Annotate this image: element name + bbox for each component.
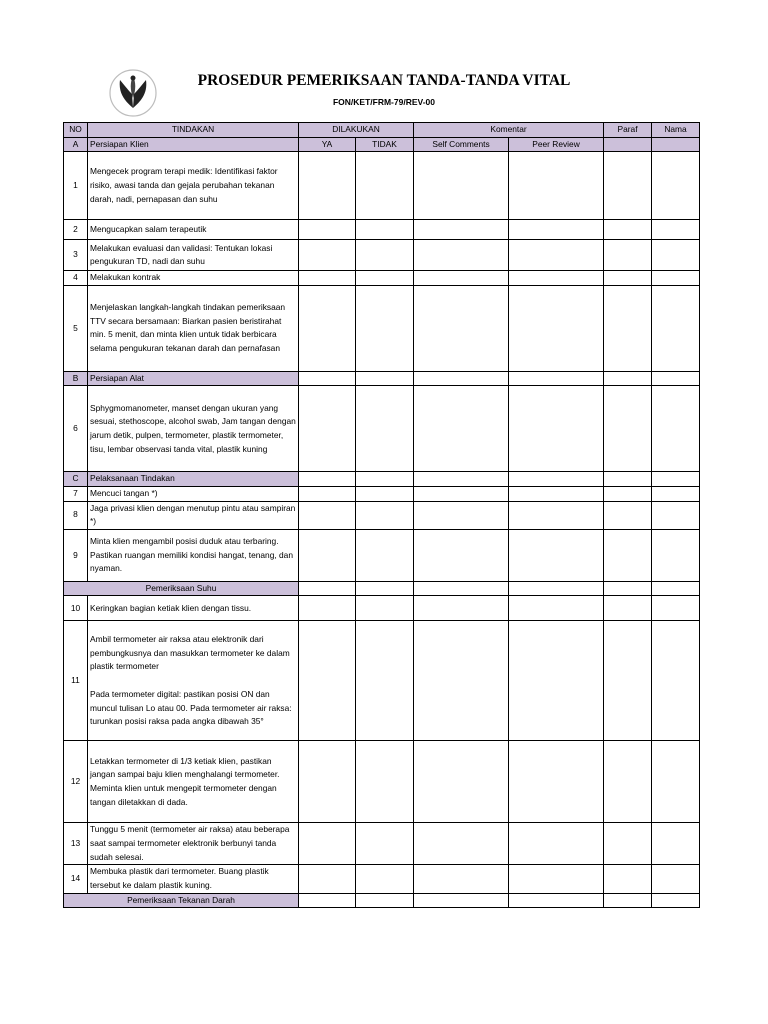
- row-action: Menjelaskan langkah-langkah tindakan pemeriksaan TTV secara bersamaan: Biarkan pasien beristirahat min. 5 menit, dan minta klien untuk tidak berbicara selama pengukuran tekanan darah dan pernafasan: [88, 285, 299, 371]
- cell-self-comments[interactable]: [414, 386, 509, 472]
- row-number: 1: [64, 152, 88, 220]
- cell-nama[interactable]: [652, 823, 700, 865]
- header-komentar: Komentar: [414, 123, 604, 138]
- header-ya: YA: [299, 137, 356, 152]
- row-number: 3: [64, 240, 88, 271]
- row-number: 6: [64, 386, 88, 472]
- table-row: [64, 487, 700, 502]
- row-number: 8: [64, 501, 88, 529]
- row-number: 2: [64, 220, 88, 240]
- cell-self-comments[interactable]: [414, 621, 509, 741]
- row-number: 12: [64, 741, 88, 823]
- cell-self-comments[interactable]: [414, 741, 509, 823]
- cell-peer-review[interactable]: [509, 621, 604, 741]
- cell-self-comments[interactable]: [414, 596, 509, 621]
- cell-nama[interactable]: [652, 240, 700, 271]
- cell-ya[interactable]: [299, 823, 356, 865]
- cell-peer-review[interactable]: [509, 220, 604, 240]
- cell-self-comments[interactable]: [414, 285, 509, 371]
- cell-nama[interactable]: [652, 285, 700, 371]
- cell-tidak[interactable]: [356, 501, 414, 529]
- cell-paraf[interactable]: [604, 529, 652, 581]
- cell-paraf[interactable]: [604, 865, 652, 893]
- table-row: [64, 741, 700, 823]
- cell-paraf[interactable]: [604, 285, 652, 371]
- cell-tidak[interactable]: [356, 865, 414, 893]
- row-action: Letakkan termometer di 1/3 ketiak klien, pastikan jangan sampai baju klien menghalangi termometer. Meminta klien untuk mengepit termometer dengan tangan diletakkan di dada.: [88, 741, 299, 823]
- section-c-row: [64, 472, 700, 487]
- cell-peer-review[interactable]: [509, 240, 604, 271]
- cell-self-comments[interactable]: [414, 865, 509, 893]
- header-dilakukan: DILAKUKAN: [299, 123, 414, 138]
- header-self-comments: Self Comments: [414, 137, 509, 152]
- table-row: [64, 865, 700, 893]
- cell-nama[interactable]: [652, 501, 700, 529]
- cell-tidak[interactable]: [356, 220, 414, 240]
- cell-self-comments[interactable]: [414, 271, 509, 286]
- row-action-part-1: Ambil termometer air raksa atau elektronik dari pembungkusnya dan masukkan termometer ke dalam plastik termometer: [90, 634, 290, 672]
- section-b-title: Persiapan Alat: [88, 371, 299, 386]
- cell-paraf[interactable]: [604, 152, 652, 220]
- cell-paraf[interactable]: [604, 220, 652, 240]
- header-tindakan: TINDAKAN: [88, 123, 299, 138]
- document-title: PROSEDUR PEMERIKSAAN TANDA-TANDA VITAL: [197, 72, 571, 89]
- header-no: NO: [64, 123, 88, 138]
- cell-tidak[interactable]: [356, 596, 414, 621]
- table-row: [64, 285, 700, 371]
- cell-peer-review[interactable]: [509, 865, 604, 893]
- subsection-td-row: [64, 893, 700, 908]
- cell-ya[interactable]: [299, 271, 356, 286]
- cell-paraf[interactable]: [604, 271, 652, 286]
- cell-paraf[interactable]: [604, 741, 652, 823]
- row-action: Sphygmomanometer, manset dengan ukuran yang sesuai, stethoscope, alcohol swab, Jam tangan dengan jarum detik, pulpen, termometer, plastik termometer, tisu, lembar observasi tanda vital, plastik kuning: [88, 386, 299, 472]
- cell-ya[interactable]: [299, 741, 356, 823]
- row-action-part-2: Pada termometer digital: pastikan posisi ON dan muncul tulisan Lo atau 00. Pada termometer air raksa: turunkan posisi raksa pada angka dibawah 35°: [90, 688, 292, 727]
- table-row: [64, 501, 700, 529]
- cell-tidak[interactable]: [356, 285, 414, 371]
- cell-self-comments[interactable]: [414, 529, 509, 581]
- cell-nama[interactable]: [652, 741, 700, 823]
- cell-peer-review[interactable]: [509, 386, 604, 472]
- table-row: [64, 529, 700, 581]
- cell-peer-review[interactable]: [509, 823, 604, 865]
- cell-ya[interactable]: [299, 220, 356, 240]
- subsection-td-title: Pemeriksaan Tekanan Darah: [64, 893, 299, 908]
- cell-nama[interactable]: [652, 152, 700, 220]
- cell-nama[interactable]: [652, 529, 700, 581]
- cell-paraf[interactable]: [604, 596, 652, 621]
- cell-ya[interactable]: [299, 285, 356, 371]
- table-row: [64, 596, 700, 621]
- cell-self-comments[interactable]: [414, 823, 509, 865]
- cell-ya[interactable]: [299, 487, 356, 502]
- header-tidak: TIDAK: [356, 137, 414, 152]
- cell-peer-review[interactable]: [509, 741, 604, 823]
- cell-paraf[interactable]: [604, 487, 652, 502]
- cell-tidak[interactable]: [356, 386, 414, 472]
- table-row: [64, 240, 700, 271]
- cell-self-comments[interactable]: [414, 487, 509, 502]
- header-blank-nama: [652, 137, 700, 152]
- row-number: 9: [64, 529, 88, 581]
- cell-paraf[interactable]: [604, 501, 652, 529]
- row-number: 5: [64, 285, 88, 371]
- cell-nama[interactable]: [652, 386, 700, 472]
- checklist-table: [63, 122, 700, 908]
- cell-ya[interactable]: [299, 501, 356, 529]
- table-row: [64, 386, 700, 472]
- cell-peer-review[interactable]: [509, 271, 604, 286]
- cell-ya[interactable]: [299, 621, 356, 741]
- cell-ya[interactable]: [299, 386, 356, 472]
- cell-ya[interactable]: [299, 240, 356, 271]
- cell-ya[interactable]: [299, 529, 356, 581]
- subsection-suhu-title: Pemeriksaan Suhu: [64, 581, 299, 596]
- row-number: 11: [64, 621, 88, 741]
- row-action: Membuka plastik dari termometer. Buang plastik tersebut ke dalam plastik kuning.: [88, 865, 299, 893]
- cell-tidak[interactable]: [356, 823, 414, 865]
- section-a-title: Persiapan Klien: [88, 137, 299, 152]
- cell-tidak[interactable]: [356, 529, 414, 581]
- cell-peer-review[interactable]: [509, 152, 604, 220]
- section-b-letter: B: [64, 371, 88, 386]
- cell-paraf[interactable]: [604, 240, 652, 271]
- cell-nama[interactable]: [652, 621, 700, 741]
- cell-tidak[interactable]: [356, 487, 414, 502]
- cell-peer-review[interactable]: [509, 596, 604, 621]
- cell-peer-review[interactable]: [509, 285, 604, 371]
- cell-tidak[interactable]: [356, 741, 414, 823]
- row-action: Keringkan bagian ketiak klien dengan tissu.: [88, 596, 299, 621]
- cell-peer-review[interactable]: [509, 529, 604, 581]
- row-action: [88, 621, 299, 741]
- table-row: [64, 271, 700, 286]
- row-action: Mengecek program terapi medik: Identifikasi faktor risiko, awasi tanda dan gejala perubahan tekanan darah, nadi, pernapasan dan suhu: [88, 152, 299, 220]
- cell-self-comments[interactable]: [414, 152, 509, 220]
- section-c-title: Pelaksanaan Tindakan: [88, 472, 299, 487]
- row-number: 14: [64, 865, 88, 893]
- cell-nama[interactable]: [652, 487, 700, 502]
- header-paraf: Paraf: [604, 123, 652, 138]
- cell-nama[interactable]: [652, 220, 700, 240]
- header-peer-review: Peer Review: [509, 137, 604, 152]
- cell-paraf[interactable]: [604, 386, 652, 472]
- cell-paraf[interactable]: [604, 823, 652, 865]
- row-action: Mencuci tangan *): [88, 487, 299, 502]
- header-row-1: [64, 123, 700, 138]
- cell-ya[interactable]: [299, 865, 356, 893]
- subsection-suhu-row: [64, 581, 700, 596]
- table-row: [64, 823, 700, 865]
- section-b-row: [64, 371, 700, 386]
- table-row: [64, 621, 700, 741]
- cell-tidak[interactable]: [356, 152, 414, 220]
- cell-ya[interactable]: [299, 596, 356, 621]
- cell-nama[interactable]: [652, 865, 700, 893]
- cell-peer-review[interactable]: [509, 501, 604, 529]
- row-action: Tunggu 5 menit (termometer air raksa) atau beberapa saat sampai termometer elektronik berbunyi tanda sudah selesai.: [88, 823, 299, 865]
- cell-tidak[interactable]: [356, 240, 414, 271]
- row-number: 10: [64, 596, 88, 621]
- document-code: FON/KET/FRM-79/REV-00: [332, 97, 436, 107]
- header-blank-paraf: [604, 137, 652, 152]
- header-nama: Nama: [652, 123, 700, 138]
- cell-self-comments[interactable]: [414, 220, 509, 240]
- row-number: 4: [64, 271, 88, 286]
- row-number: 7: [64, 487, 88, 502]
- row-action: Mengucapkan salam terapeutik: [88, 220, 299, 240]
- cell-tidak[interactable]: [356, 271, 414, 286]
- section-a-letter: A: [64, 137, 88, 152]
- row-action: Jaga privasi klien dengan menutup pintu atau sampiran *): [88, 501, 299, 529]
- cell-self-comments[interactable]: [414, 501, 509, 529]
- row-action: Melakukan kontrak: [88, 271, 299, 286]
- cell-tidak[interactable]: [356, 621, 414, 741]
- cell-self-comments[interactable]: [414, 240, 509, 271]
- cell-nama[interactable]: [652, 271, 700, 286]
- cell-peer-review[interactable]: [509, 487, 604, 502]
- table-row: [64, 220, 700, 240]
- row-action: Melakukan evaluasi dan validasi: Tentukan lokasi pengukuran TD, nadi dan suhu: [88, 240, 299, 271]
- cell-paraf[interactable]: [604, 621, 652, 741]
- row-number: 13: [64, 823, 88, 865]
- table-row: [64, 152, 700, 220]
- section-c-letter: C: [64, 472, 88, 487]
- header-row-2: [64, 137, 700, 152]
- cell-ya[interactable]: [299, 152, 356, 220]
- cell-nama[interactable]: [652, 596, 700, 621]
- row-action: Minta klien mengambil posisi duduk atau terbaring. Pastikan ruangan memiliki kondisi hangat, tenang, dan nyaman.: [88, 529, 299, 581]
